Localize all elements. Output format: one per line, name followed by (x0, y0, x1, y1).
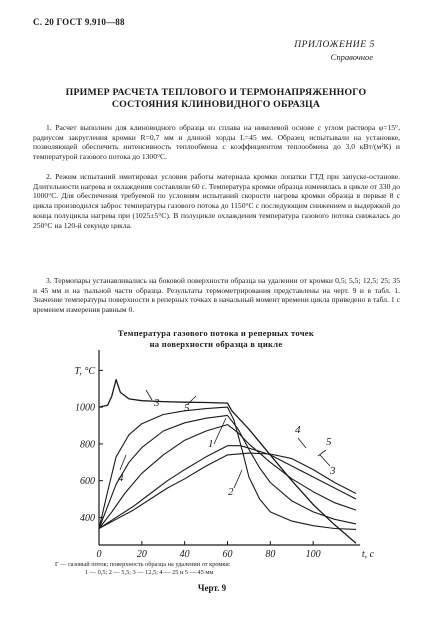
chart-title-line-1: Температура газового потока и реперных точек (117, 328, 315, 338)
label-curve-4: 4 (118, 472, 124, 484)
y-tick-label: 600 (80, 476, 95, 488)
section-title-line-2: СОСТОЯНИЯ КЛИНОВИДНОГО ОБРАЗЦА (111, 99, 321, 110)
x-tick-label: 40 (179, 549, 190, 560)
paragraph-1: 1. Расчет выполнен для клиновидного образца из сплава на никелевой основе с углом раствора φ=15°, радиусом закругления кромки R=0,7 мм и длиной хорды L=45 мм. Образец испытывали на установке, позволяющей обеспечить интенсивность теплообмена с коэффициентом теплообмена до 3,0 кВт/(м²К) и температурой газового потока до 1300°С. (33, 123, 400, 162)
chart-curve-labels (118, 390, 336, 498)
y-tick-label: 1000 (75, 402, 95, 414)
x-tick-label: 0 (96, 549, 102, 560)
chart-axes (99, 350, 360, 545)
label-curve-3b: 3 (330, 465, 336, 477)
label-curve-5: 5 (184, 402, 190, 414)
label-curve-3: 3 (154, 397, 160, 409)
appendix-title: ПРИЛОЖЕНИЕ 5 (294, 40, 375, 50)
label-curve-5b-leader (318, 450, 326, 456)
figure-legend-line-2: 1 — 0,5; 2 — 5,5; 3 — 12,5; 4 — 25 и 5 — 45 мм (85, 569, 214, 576)
label-curve-2-leader (234, 470, 242, 488)
x-axis-title: t, c (361, 549, 375, 560)
appendix-subtitle: Справочное (330, 52, 373, 62)
label-curve-2: 2 (228, 486, 234, 498)
x-tick-label: 20 (136, 549, 147, 560)
x-tick-label: 60 (222, 549, 233, 560)
figure-legend-line-1: Г — газовый поток; поверхность образца на удалении от кромки: (55, 561, 231, 568)
label-curve-1-leader (214, 418, 226, 444)
figure-label: Черт. 9 (197, 583, 227, 593)
paragraph-2: 2. Режим испытаний имитировал условия работы материала кромки лопатки ГТД при запуске-останове. Длительности нагрева и охлаждения составляли 60 с. Температура кромки образца изменялась в цикле от 330 до 1000°С. Для обеспечения требуемой по условиям испытаний скорости нагрева кромки образца в первые 8 с цикла производился заброс температуры газового потока до 1150°С с последующим снижением и выдержкой до конца полуцикла нагрева при (1025±5°С). В полуцикле охлаждения температура газового потока снижалась до 250°С на 120-й секунде цикла. (33, 172, 400, 230)
label-curve-4b: 4 (295, 424, 301, 436)
label-curve-3-leader (146, 390, 152, 400)
chart-title-line-2: на поверхности образца в цикле (149, 339, 283, 349)
x-tick-label: 100 (305, 549, 321, 560)
label-curve-3b-leader (320, 455, 330, 466)
y-tick-label: 400 (80, 512, 95, 524)
chart-curves (99, 380, 356, 544)
curve-gas (99, 380, 356, 544)
label-curve-1: 1 (208, 438, 214, 450)
label-curve-4-leader (120, 455, 126, 470)
section-title-line-1: ПРИМЕР РАСЧЕТА ТЕПЛОВОГО И ТЕРМОНАПРЯЖЕННОГО (65, 87, 367, 98)
label-curve-4b-leader (298, 438, 306, 448)
figure-legend (55, 561, 415, 577)
y-tick-label: T, °C (74, 365, 95, 377)
curve-1 (99, 407, 356, 529)
y-tick-label: 800 (80, 439, 95, 451)
label-curve-5b: 5 (326, 436, 332, 448)
page-header: С. 20 ГОСТ 9.910—88 (33, 17, 125, 27)
x-tick-label: 80 (265, 549, 276, 560)
paragraph-3: 3. Термопары устанавливались на боковой поверхности образца на удалении от кромки 0,5; 5,5; 12,5; 25; 35 и 45 мм и на тыльной части образца. Результаты термометрирования представлены на черт. 9 и в табл. 1. Значение температуры поверхности в реперных точках в начальный момент времени цикла приведено в табл. 1 с временем измерения равным 0. (33, 276, 400, 315)
chart-ticks (75, 366, 375, 560)
